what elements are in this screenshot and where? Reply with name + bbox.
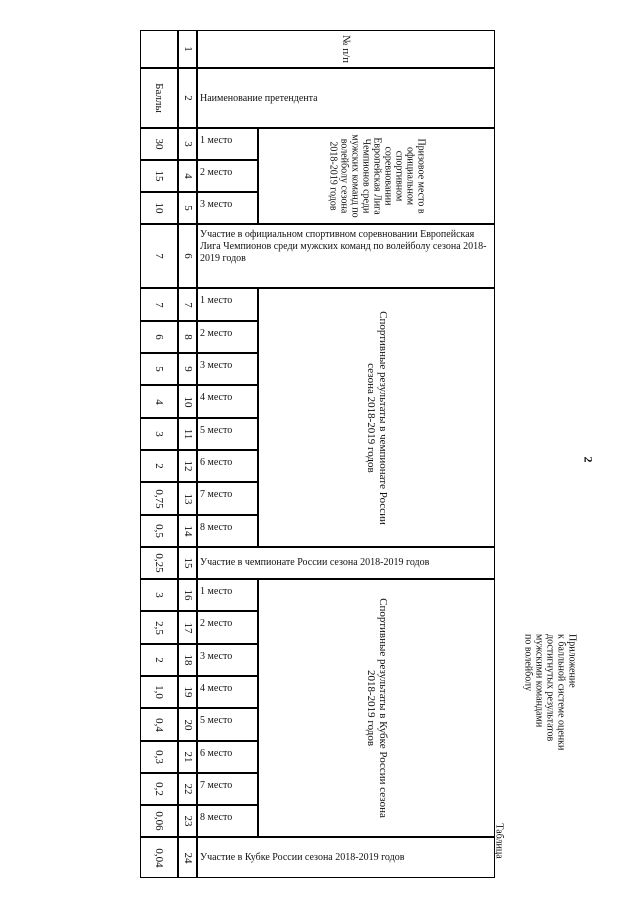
row-number: 5 [181, 205, 194, 211]
place-label: 2 место [200, 618, 233, 629]
points-cell [140, 805, 178, 837]
place-label: 3 место [200, 199, 233, 210]
row-number: 14 [181, 525, 194, 537]
place-cell [197, 708, 258, 741]
place-cell [197, 805, 258, 837]
header-blank-cell [140, 30, 178, 68]
row-number: 17 [181, 622, 194, 633]
row-number: 20 [181, 719, 194, 730]
place-label: 4 место [200, 392, 233, 403]
place-cell [197, 288, 258, 321]
points-cell [140, 353, 178, 385]
row-number-cell [178, 128, 197, 160]
row-number-cell [178, 611, 197, 644]
place-label: 8 место [200, 812, 233, 823]
place-label: 7 место [200, 780, 233, 791]
row-number: 13 [181, 493, 194, 504]
row-number-cell [178, 773, 197, 805]
points-cell [140, 160, 178, 192]
row-number-cell [178, 385, 197, 418]
points-cell [140, 708, 178, 741]
participation-label: Участие в официальном спортивном соревновании Европейская Лига Чемпионов среди мужских команд по волейболу сезона 2018-2019 годов [200, 229, 487, 264]
row-number-cell [178, 708, 197, 741]
group-championship-label: Спортивные результаты в чемпионате России сезона 2018-2019 годов [364, 310, 389, 525]
points-cell [140, 773, 178, 805]
place-cell [197, 644, 258, 676]
participation-cell [197, 547, 495, 579]
points-cell [140, 837, 178, 878]
place-cell [197, 353, 258, 385]
row-number: 9 [181, 366, 194, 372]
row-number: 15 [181, 557, 194, 569]
place-cell [197, 515, 258, 547]
place-label: 4 место [200, 683, 233, 694]
row-number: 22 [181, 783, 194, 795]
points-value: 7 [153, 301, 165, 308]
points-value: 15 [153, 170, 165, 182]
header-name-label: Наименование претендента [200, 93, 318, 104]
header-index-cell [197, 30, 495, 68]
points-cell [140, 385, 178, 418]
points-cell [140, 741, 178, 773]
place-label: 2 место [200, 167, 233, 178]
row-number: 12 [181, 460, 194, 472]
row-number: 4 [181, 173, 194, 179]
place-cell [197, 773, 258, 805]
participation-label: Участие в чемпионате России сезона 2018-2019 годов [200, 557, 430, 568]
points-value: 0,25 [153, 553, 165, 573]
points-cell [140, 515, 178, 547]
header-col-number: 2 [181, 95, 194, 101]
group-cup-label: Спортивные результаты в Кубке России сезона 2018-2019 годов [364, 598, 389, 818]
place-label: 1 место [200, 295, 233, 306]
points-cell [140, 128, 178, 160]
appendix-line: мужскими командами [533, 634, 545, 728]
place-cell [197, 450, 258, 482]
place-label: 7 место [200, 489, 233, 500]
points-cell [140, 611, 178, 644]
row-number: 8 [181, 334, 194, 340]
row-number-cell [178, 224, 197, 288]
appendix-line: Приложение [566, 634, 578, 688]
row-number-cell [178, 192, 197, 224]
points-value: 0,2 [153, 782, 165, 796]
appendix-caption [505, 634, 595, 754]
points-value: 2 [153, 657, 165, 663]
row-number-cell [178, 644, 197, 676]
header-index-label: № п/п [340, 34, 352, 64]
appendix-line: достигнутых результатов [544, 634, 556, 742]
participation-cell [197, 224, 495, 288]
row-number-cell [178, 837, 197, 878]
row-number: 7 [181, 301, 194, 308]
header-name-cell [197, 68, 495, 128]
place-cell [197, 482, 258, 515]
row-number: 21 [181, 751, 194, 763]
points-value: 30 [153, 138, 165, 150]
points-cell [140, 450, 178, 482]
points-value: 0,06 [153, 811, 165, 831]
row-number: 6 [181, 253, 194, 259]
row-number: 18 [181, 654, 194, 666]
place-cell [197, 385, 258, 418]
row-number-cell [178, 321, 197, 353]
results-table [140, 30, 495, 878]
header-col-number: 1 [181, 46, 194, 52]
points-cell [140, 418, 178, 450]
row-number: 3 [181, 141, 194, 147]
header-points-label: Баллы [153, 83, 165, 113]
row-number-cell [178, 579, 197, 611]
table-label-text: Таблица [493, 823, 505, 859]
place-label: 8 место [200, 522, 233, 533]
group-championship-cell [258, 288, 495, 547]
header-points-cell [140, 68, 178, 128]
place-label: 5 место [200, 715, 233, 726]
points-value: 0,75 [153, 488, 165, 509]
points-value: 7 [153, 253, 165, 259]
row-number-cell [178, 741, 197, 773]
place-label: 3 место [200, 360, 233, 371]
row-number: 24 [181, 852, 194, 863]
row-number-cell [178, 805, 197, 837]
participation-label: Участие в Кубке России сезона 2018-2019 годов [200, 852, 405, 863]
row-number-cell [178, 450, 197, 482]
points-value: 4 [153, 398, 165, 405]
place-cell [197, 160, 258, 192]
participation-cell [197, 837, 495, 878]
points-cell [140, 224, 178, 288]
place-cell [197, 192, 258, 224]
row-number-cell [178, 676, 197, 708]
place-cell [197, 321, 258, 353]
row-number-cell [178, 418, 197, 450]
place-cell [197, 418, 258, 450]
page-number: 2 [581, 456, 596, 463]
points-value: 10 [153, 202, 165, 214]
appendix-line: к балльной системе оценки [555, 634, 567, 751]
points-value: 3 [153, 431, 165, 437]
place-label: 1 место [200, 586, 233, 597]
row-number: 16 [181, 589, 194, 601]
points-value: 2,5 [153, 620, 165, 635]
row-number-cell [178, 288, 197, 321]
row-number-cell [178, 547, 197, 579]
place-cell [197, 676, 258, 708]
place-label: 3 место [200, 651, 233, 662]
points-cell [140, 192, 178, 224]
points-value: 0,5 [153, 524, 165, 538]
points-cell [140, 676, 178, 708]
row-number-cell [178, 482, 197, 515]
group-euro-cell [258, 128, 495, 224]
points-value: 1,0 [153, 685, 165, 699]
place-label: 6 место [200, 457, 233, 468]
row-number-cell [178, 353, 197, 385]
points-cell [140, 482, 178, 515]
place-cell [197, 579, 258, 611]
place-cell [197, 741, 258, 773]
row-number-cell [178, 515, 197, 547]
row-number: 11 [181, 428, 194, 440]
points-cell [140, 547, 178, 579]
points-value: 6 [153, 334, 165, 340]
group-euro-label: Призовое место в официальном спортивном соревновании Европейская Лига Чемпионов среди мужских команд по волейболу сезона 2018-2019 годов [327, 134, 426, 218]
row-number: 10 [181, 396, 194, 407]
row-number: 19 [181, 686, 194, 698]
points-value: 0,04 [153, 847, 165, 868]
points-cell [140, 644, 178, 676]
points-value: 5 [153, 366, 165, 372]
place-cell [197, 128, 258, 160]
points-cell [140, 321, 178, 353]
place-label: 6 место [200, 748, 233, 759]
header-col-number-2 [178, 68, 197, 128]
row-number: 23 [181, 815, 194, 827]
place-label: 1 место [200, 135, 233, 146]
place-label: 5 место [200, 425, 233, 436]
points-cell [140, 579, 178, 611]
points-cell [140, 288, 178, 321]
place-cell [197, 611, 258, 644]
row-number-cell [178, 160, 197, 192]
points-value: 0,4 [153, 717, 165, 732]
appendix-line: по волейболу [522, 634, 534, 692]
points-value: 3 [153, 592, 165, 598]
group-cup-cell [258, 579, 495, 837]
points-value: 0,3 [153, 750, 165, 764]
points-value: 2 [153, 463, 165, 469]
header-col-number-1 [178, 30, 197, 68]
place-label: 2 место [200, 328, 233, 339]
